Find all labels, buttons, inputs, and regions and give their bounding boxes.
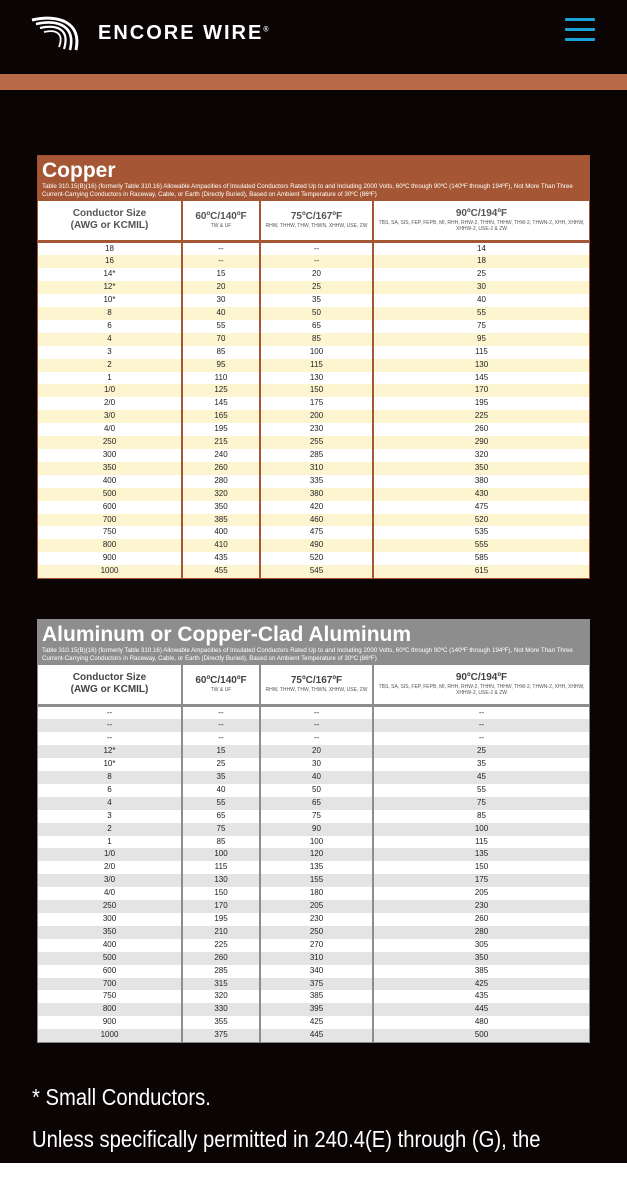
table-cell: 500	[38, 488, 182, 501]
table-cell: 85	[260, 333, 373, 346]
table-cell: 380	[373, 475, 589, 488]
table-cell: 6	[38, 320, 182, 333]
table-cell: 20	[260, 268, 373, 281]
table-cell: 25	[182, 758, 260, 771]
table-cell: 110	[182, 372, 260, 385]
table-cell: 85	[182, 346, 260, 359]
table-cell: 8	[38, 307, 182, 320]
table-cell: 155	[260, 874, 373, 887]
table-cell: 455	[182, 565, 260, 578]
header-accent-bar	[0, 74, 627, 90]
col-90c: 90ºC/194ºF TBS, SA, SIS, FEP, FEPB, MI, RHH, RHW-2, THHN, THHW, THW-2, THWN-2, XHH, XHHW, XHHW-2, USE-2 & ZW	[373, 201, 589, 241]
table-cell: 115	[260, 359, 373, 372]
table-cell: 305	[373, 939, 589, 952]
table-cell: 600	[38, 501, 182, 514]
table-cell: 280	[182, 475, 260, 488]
table-cell: 320	[373, 449, 589, 462]
table-cell: 2	[38, 823, 182, 836]
table-cell: 25	[373, 268, 589, 281]
table-cell: 250	[38, 900, 182, 913]
table-row	[38, 436, 589, 449]
col-conductor-size: Conductor Size (AWG or KCMIL)	[38, 665, 182, 705]
table-cell: 4/0	[38, 423, 182, 436]
table-row	[38, 926, 589, 939]
table-cell: 350	[373, 952, 589, 965]
table-row	[38, 990, 589, 1003]
hamburger-menu-icon[interactable]	[565, 18, 595, 44]
table-cell: 100	[260, 346, 373, 359]
table-cell: 420	[260, 501, 373, 514]
table-cell: 2	[38, 359, 182, 372]
table-cell: 45	[373, 771, 589, 784]
table-row	[38, 359, 589, 372]
table-cell: --	[182, 705, 260, 719]
table-cell: 175	[373, 874, 589, 887]
table-cell: 4	[38, 333, 182, 346]
table-row	[38, 874, 589, 887]
aluminum-table-subtitle: Table 310.15(B)(16) (formerly Table 310.16) Allowable Ampacities of Insulated Conductors Rated Up to and Including 2000 Volts, 60ºC through 90ºC (140ºF through 194ºF), Not More Than Three Current-Carrying Conductors in Raceway, Cable, or Earth (Directly Buried), Based on Ambient Temperature of 30ºC (86ºF)	[42, 647, 573, 662]
table-cell: 475	[260, 526, 373, 539]
col-60c: 60ºC/140ºF TW & UF	[182, 665, 260, 705]
table-cell: 400	[38, 939, 182, 952]
table-cell: 75	[260, 810, 373, 823]
table-cell: 95	[182, 359, 260, 372]
table-row	[38, 848, 589, 861]
table-cell: 750	[38, 990, 182, 1003]
table-cell: 900	[38, 1016, 182, 1029]
table-row	[38, 539, 589, 552]
table-cell: 315	[182, 978, 260, 991]
table-cell: 40	[260, 771, 373, 784]
small-conductors-note: * Small Conductors.	[32, 1084, 211, 1110]
table-cell: 50	[260, 784, 373, 797]
table-cell: 210	[182, 926, 260, 939]
table-cell: 75	[182, 823, 260, 836]
table-row	[38, 771, 589, 784]
table-row	[38, 346, 589, 359]
table-cell: 475	[373, 501, 589, 514]
table-cell: 65	[182, 810, 260, 823]
table-row	[38, 1029, 589, 1042]
table-row	[38, 1016, 589, 1029]
table-row	[38, 255, 589, 268]
table-row	[38, 900, 589, 913]
table-cell: 375	[260, 978, 373, 991]
table-cell: 115	[373, 346, 589, 359]
col-75c: 75ºC/167ºF RHW, THHW, THW, THWN, XHHW, USE, ZW	[260, 665, 373, 705]
table-cell: 4/0	[38, 887, 182, 900]
table-cell: --	[38, 732, 182, 745]
col-60c: 60ºC/140ºF TW & UF	[182, 201, 260, 241]
table-cell: 435	[373, 990, 589, 1003]
table-cell: 18	[38, 241, 182, 255]
table-row	[38, 397, 589, 410]
table-cell: 195	[182, 913, 260, 926]
table-cell: 900	[38, 552, 182, 565]
table-cell: 25	[260, 281, 373, 294]
table-row	[38, 784, 589, 797]
table-cell: 145	[373, 372, 589, 385]
table-cell: 130	[373, 359, 589, 372]
table-row	[38, 501, 589, 514]
table-cell: 225	[182, 939, 260, 952]
table-cell: 85	[373, 810, 589, 823]
table-cell: 130	[260, 372, 373, 385]
table-cell: --	[260, 705, 373, 719]
table-cell: 270	[260, 939, 373, 952]
table-cell: 250	[260, 926, 373, 939]
table-cell: 135	[260, 861, 373, 874]
table-row	[38, 705, 589, 719]
table-cell: --	[38, 719, 182, 732]
table-cell: 115	[373, 836, 589, 849]
table-cell: 180	[260, 887, 373, 900]
table-cell: --	[182, 255, 260, 268]
copper-table-header	[38, 156, 589, 201]
table-row	[38, 836, 589, 849]
table-row	[38, 514, 589, 527]
table-cell: 170	[373, 384, 589, 397]
table-cell: 425	[260, 1016, 373, 1029]
table-cell: 285	[182, 965, 260, 978]
aluminum-table-title: Aluminum or Copper-Clad Aluminum	[42, 623, 412, 646]
table-row	[38, 732, 589, 745]
table-cell: 100	[260, 836, 373, 849]
table-cell: 310	[260, 462, 373, 475]
table-cell: 150	[373, 861, 589, 874]
table-cell: 15	[182, 745, 260, 758]
aluminum-table-header	[38, 620, 589, 665]
table-cell: 175	[260, 397, 373, 410]
table-row	[38, 320, 589, 333]
table-cell: 85	[182, 836, 260, 849]
table-cell: 14	[373, 241, 589, 255]
table-cell: 145	[182, 397, 260, 410]
col-75c: 75ºC/167ºF RHW, THHW, THW, THWN, XHHW, USE, ZW	[260, 201, 373, 241]
table-cell: 1	[38, 836, 182, 849]
table-cell: 170	[182, 900, 260, 913]
table-cell: --	[260, 732, 373, 745]
table-cell: 40	[182, 784, 260, 797]
table-cell: 385	[182, 514, 260, 527]
table-cell: 500	[38, 952, 182, 965]
table-cell: 35	[373, 758, 589, 771]
table-cell: --	[182, 241, 260, 255]
table-cell: 1	[38, 372, 182, 385]
table-cell: 30	[373, 281, 589, 294]
table-cell: 395	[260, 1003, 373, 1016]
table-row	[38, 913, 589, 926]
table-row	[38, 333, 589, 346]
table-cell: 460	[260, 514, 373, 527]
table-cell: 335	[260, 475, 373, 488]
table-cell: 1/0	[38, 384, 182, 397]
table-cell: --	[260, 255, 373, 268]
brand-name: ENCORE WIRE®	[98, 21, 271, 44]
table-cell: --	[260, 719, 373, 732]
table-cell: 55	[373, 307, 589, 320]
table-cell: 250	[38, 436, 182, 449]
table-cell: 260	[182, 462, 260, 475]
aluminum-ampacity-table	[37, 619, 590, 1043]
table-cell: 700	[38, 978, 182, 991]
table-cell: 55	[182, 320, 260, 333]
table-cell: 435	[182, 552, 260, 565]
table-row	[38, 268, 589, 281]
table-cell: 50	[260, 307, 373, 320]
table-cell: 150	[260, 384, 373, 397]
table-row	[38, 526, 589, 539]
table-cell: 65	[260, 797, 373, 810]
table-cell: 120	[260, 848, 373, 861]
table-cell: 520	[260, 552, 373, 565]
aluminum-table-grid	[38, 665, 589, 1042]
table-cell: 400	[38, 475, 182, 488]
table-cell: 35	[260, 294, 373, 307]
table-row	[38, 861, 589, 874]
table-row	[38, 241, 589, 255]
bottom-strip	[0, 1163, 627, 1200]
table-row	[38, 475, 589, 488]
table-row	[38, 758, 589, 771]
table-row	[38, 384, 589, 397]
table-cell: 115	[182, 861, 260, 874]
table-cell: 70	[182, 333, 260, 346]
table-cell: 165	[182, 410, 260, 423]
table-cell: 15	[182, 268, 260, 281]
table-cell: 40	[373, 294, 589, 307]
table-row	[38, 294, 589, 307]
table-cell: 380	[260, 488, 373, 501]
table-cell: 615	[373, 565, 589, 578]
table-cell: 75	[373, 320, 589, 333]
copper-ampacity-table	[37, 155, 590, 579]
table-cell: 30	[182, 294, 260, 307]
table-cell: 55	[373, 784, 589, 797]
table-cell: 300	[38, 913, 182, 926]
table-cell: 90	[260, 823, 373, 836]
table-row	[38, 449, 589, 462]
table-cell: 350	[38, 462, 182, 475]
table-row	[38, 307, 589, 320]
table-cell: 2/0	[38, 861, 182, 874]
unless-permitted-note: Unless specifically permitted in 240.4(E) through (G), the	[32, 1126, 541, 1152]
table-cell: 330	[182, 1003, 260, 1016]
table-cell: 750	[38, 526, 182, 539]
table-cell: 445	[373, 1003, 589, 1016]
table-cell: 585	[373, 552, 589, 565]
table-cell: 445	[260, 1029, 373, 1042]
table-cell: 195	[373, 397, 589, 410]
table-cell: 10*	[38, 758, 182, 771]
table-cell: 3/0	[38, 410, 182, 423]
table-cell: 35	[182, 771, 260, 784]
table-cell: 100	[373, 823, 589, 836]
table-cell: --	[373, 732, 589, 745]
table-cell: 520	[373, 514, 589, 527]
table-cell: 385	[260, 990, 373, 1003]
table-row	[38, 462, 589, 475]
table-cell: 16	[38, 255, 182, 268]
table-row	[38, 565, 589, 578]
copper-table-subtitle: Table 310.15(B)(16) (formerly Table 310.16) Allowable Ampacities of Insulated Conductors Rated Up to and Including 2000 Volts, 60ºC through 90ºC (140ºF through 194ºF), Not More Than Three Current-Carrying Conductors in Raceway, Cable, or Earth (Directly Buried), Based on Ambient Temperature of 30ºC (86ºF)	[42, 183, 573, 198]
table-cell: 3/0	[38, 874, 182, 887]
table-cell: 355	[182, 1016, 260, 1029]
table-cell: --	[373, 719, 589, 732]
table-cell: 320	[182, 488, 260, 501]
table-cell: 410	[182, 539, 260, 552]
table-cell: 215	[182, 436, 260, 449]
table-cell: 260	[182, 952, 260, 965]
table-cell: 4	[38, 797, 182, 810]
table-cell: 8	[38, 771, 182, 784]
table-cell: 350	[182, 501, 260, 514]
table-cell: 225	[373, 410, 589, 423]
copper-table-title: Copper	[42, 159, 116, 182]
table-cell: 340	[260, 965, 373, 978]
table-cell: 490	[260, 539, 373, 552]
table-cell: 260	[373, 913, 589, 926]
table-cell: 280	[373, 926, 589, 939]
table-cell: 20	[260, 745, 373, 758]
table-cell: 255	[260, 436, 373, 449]
table-row	[38, 965, 589, 978]
table-cell: 230	[260, 913, 373, 926]
table-cell: 555	[373, 539, 589, 552]
table-cell: 800	[38, 1003, 182, 1016]
table-cell: 3	[38, 810, 182, 823]
table-row	[38, 887, 589, 900]
table-row	[38, 1003, 589, 1016]
table-row	[38, 978, 589, 991]
table-cell: 375	[182, 1029, 260, 1042]
table-cell: 95	[373, 333, 589, 346]
table-cell: 430	[373, 488, 589, 501]
table-cell: 12*	[38, 745, 182, 758]
table-cell: 125	[182, 384, 260, 397]
table-cell: 230	[373, 900, 589, 913]
table-cell: 14*	[38, 268, 182, 281]
table-cell: 205	[260, 900, 373, 913]
table-cell: 535	[373, 526, 589, 539]
table-cell: 285	[260, 449, 373, 462]
table-cell: 2/0	[38, 397, 182, 410]
table-row	[38, 372, 589, 385]
table-cell: 130	[182, 874, 260, 887]
table-row	[38, 410, 589, 423]
table-cell: --	[373, 705, 589, 719]
table-cell: 40	[182, 307, 260, 320]
encore-swoosh-icon	[30, 12, 92, 54]
table-cell: 6	[38, 784, 182, 797]
table-cell: 1/0	[38, 848, 182, 861]
site-header	[0, 0, 627, 72]
table-cell: 75	[373, 797, 589, 810]
table-cell: 545	[260, 565, 373, 578]
table-cell: 800	[38, 539, 182, 552]
table-row	[38, 745, 589, 758]
table-cell: 20	[182, 281, 260, 294]
table-row	[38, 423, 589, 436]
table-cell: 425	[373, 978, 589, 991]
table-cell: 300	[38, 449, 182, 462]
table-cell: 200	[260, 410, 373, 423]
table-cell: 18	[373, 255, 589, 268]
table-cell: 500	[373, 1029, 589, 1042]
table-cell: 12*	[38, 281, 182, 294]
table-row	[38, 939, 589, 952]
table-cell: --	[182, 719, 260, 732]
table-cell: 205	[373, 887, 589, 900]
table-cell: 1000	[38, 1029, 182, 1042]
table-cell: 3	[38, 346, 182, 359]
table-cell: 350	[373, 462, 589, 475]
table-cell: 240	[182, 449, 260, 462]
table-row	[38, 552, 589, 565]
table-cell: 480	[373, 1016, 589, 1029]
table-row	[38, 719, 589, 732]
table-row	[38, 797, 589, 810]
table-cell: --	[260, 241, 373, 255]
table-cell: 320	[182, 990, 260, 1003]
table-cell: 700	[38, 514, 182, 527]
table-cell: 100	[182, 848, 260, 861]
brand-logo[interactable]	[30, 12, 271, 54]
table-row	[38, 281, 589, 294]
table-row	[38, 823, 589, 836]
table-cell: 385	[373, 965, 589, 978]
table-cell: 350	[38, 926, 182, 939]
table-cell: 290	[373, 436, 589, 449]
table-cell: 600	[38, 965, 182, 978]
copper-table-grid	[38, 201, 589, 578]
table-cell: --	[182, 732, 260, 745]
table-cell: 55	[182, 797, 260, 810]
table-cell: 310	[260, 952, 373, 965]
table-cell: 30	[260, 758, 373, 771]
table-cell: 230	[260, 423, 373, 436]
table-cell: 400	[182, 526, 260, 539]
table-row	[38, 952, 589, 965]
table-cell: 10*	[38, 294, 182, 307]
col-conductor-size: Conductor Size (AWG or KCMIL)	[38, 201, 182, 241]
table-cell: 150	[182, 887, 260, 900]
table-row	[38, 810, 589, 823]
table-cell: 135	[373, 848, 589, 861]
table-cell: 195	[182, 423, 260, 436]
table-row	[38, 488, 589, 501]
table-cell: 65	[260, 320, 373, 333]
table-cell: 260	[373, 423, 589, 436]
table-cell: 1000	[38, 565, 182, 578]
table-cell: 25	[373, 745, 589, 758]
table-cell: --	[38, 705, 182, 719]
col-90c: 90ºC/194ºF TBS, SA, SIS, FEP, FEPB, MI, RHH, RHW-2, THHN, THHW, THW-2, THWN-2, XHH, XHHW, XHHW-2, USE-2 & ZW	[373, 665, 589, 705]
